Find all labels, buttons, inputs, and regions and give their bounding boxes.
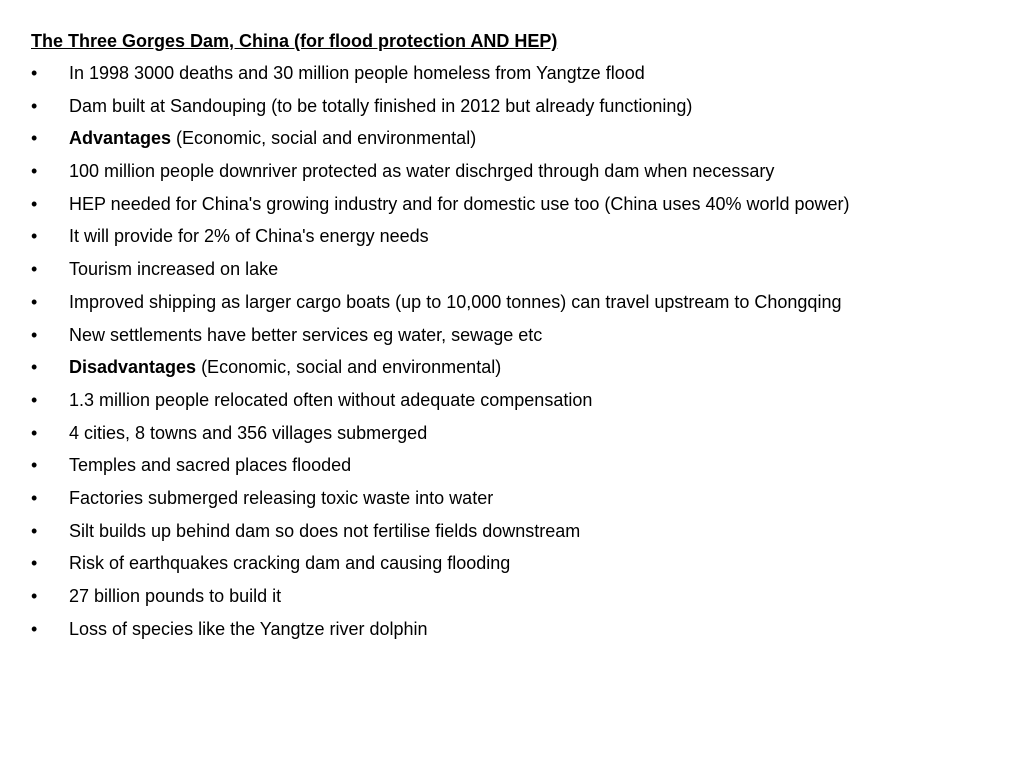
bullet-label: Temples and sacred places flooded [69, 455, 352, 476]
bullet-text [69, 94, 692, 118]
bullet-label: New settlements have better services eg water, sewage etc [69, 324, 543, 345]
bullet-icon: • [31, 520, 38, 541]
bullet-icon: • [31, 291, 38, 312]
bullet-text [69, 159, 774, 183]
bullet-label: 1.3 million people relocated often without adequate compensation [69, 389, 593, 410]
bullet-icon: • [31, 357, 38, 378]
bullet-text [69, 388, 592, 412]
bullet-text [69, 453, 351, 477]
bullet-label: HEP needed for China's growing industry and for domestic use too (China uses 40% world power) [69, 193, 850, 214]
bullet-icon: • [31, 95, 38, 116]
bullet-icon: • [31, 586, 38, 606]
bullet-text [69, 551, 510, 575]
bullet-icon: • [31, 193, 38, 214]
bullet-label: (Economic, social and environmental) [196, 357, 502, 378]
bullet-label: It will provide for 2% of China's energy needs [69, 226, 429, 247]
bullet-label: Silt builds up behind dam so does not fertilise fields downstream [69, 520, 581, 541]
bullet-label: Dam built at Sandouping (to be totally finished in 2012 but already functioning) [69, 95, 693, 116]
bullet-text [69, 224, 429, 248]
bullet-text [69, 192, 850, 216]
bullet-text [69, 355, 501, 379]
bullet-icon: • [31, 128, 38, 149]
bullet-text [69, 486, 493, 510]
bullet-label: 100 million people downriver protected as water dischrged through dam when necessary [69, 161, 775, 182]
bullet-icon: • [31, 259, 38, 280]
bullet-icon: • [31, 63, 38, 83]
bullet-icon: • [31, 324, 38, 345]
bullet-label: Factories submerged releasing toxic waste into water [69, 487, 494, 508]
bullet-icon: • [31, 226, 38, 247]
bullet-icon: • [31, 422, 38, 443]
bullet-label: In 1998 3000 deaths and 30 million people homeless from Yangtze flood [69, 63, 645, 83]
document-title: The Three Gorges Dam, China (for flood protection AND HEP) [31, 31, 558, 51]
bullet-text [69, 257, 278, 281]
bullet-label: Risk of earthquakes cracking dam and causing flooding [69, 553, 511, 574]
bullet-label: 4 cities, 8 towns and 356 villages submerged [69, 422, 428, 443]
bullet-text [69, 290, 841, 314]
bullet-text [69, 519, 580, 543]
bullet-text [69, 126, 476, 150]
bullet-icon: • [31, 487, 38, 508]
bullet-label: (Economic, social and environmental) [171, 128, 477, 149]
bullet-bold-label: Disadvantages [69, 357, 197, 378]
bullet-icon: • [31, 455, 38, 476]
bullet-bold-label: Advantages [69, 128, 172, 149]
bullet-text [69, 323, 542, 347]
bullet-icon: • [31, 553, 38, 574]
bullet-label: 27 billion pounds to build it [69, 586, 282, 606]
bullet-text [69, 421, 427, 445]
bullet-icon: • [31, 618, 38, 639]
bullet-text [69, 617, 428, 641]
bullet-icon: • [31, 389, 38, 410]
bullet-label: Tourism increased on lake [69, 259, 279, 280]
bullet-text [69, 584, 281, 608]
bullet-label: Improved shipping as larger cargo boats (up to 10,000 tonnes) can travel upstream to Chongqing [69, 291, 842, 312]
bullet-text [69, 61, 645, 85]
bullet-icon: • [31, 161, 38, 182]
bullet-label: Loss of species like the Yangtze river dolphin [69, 618, 428, 639]
